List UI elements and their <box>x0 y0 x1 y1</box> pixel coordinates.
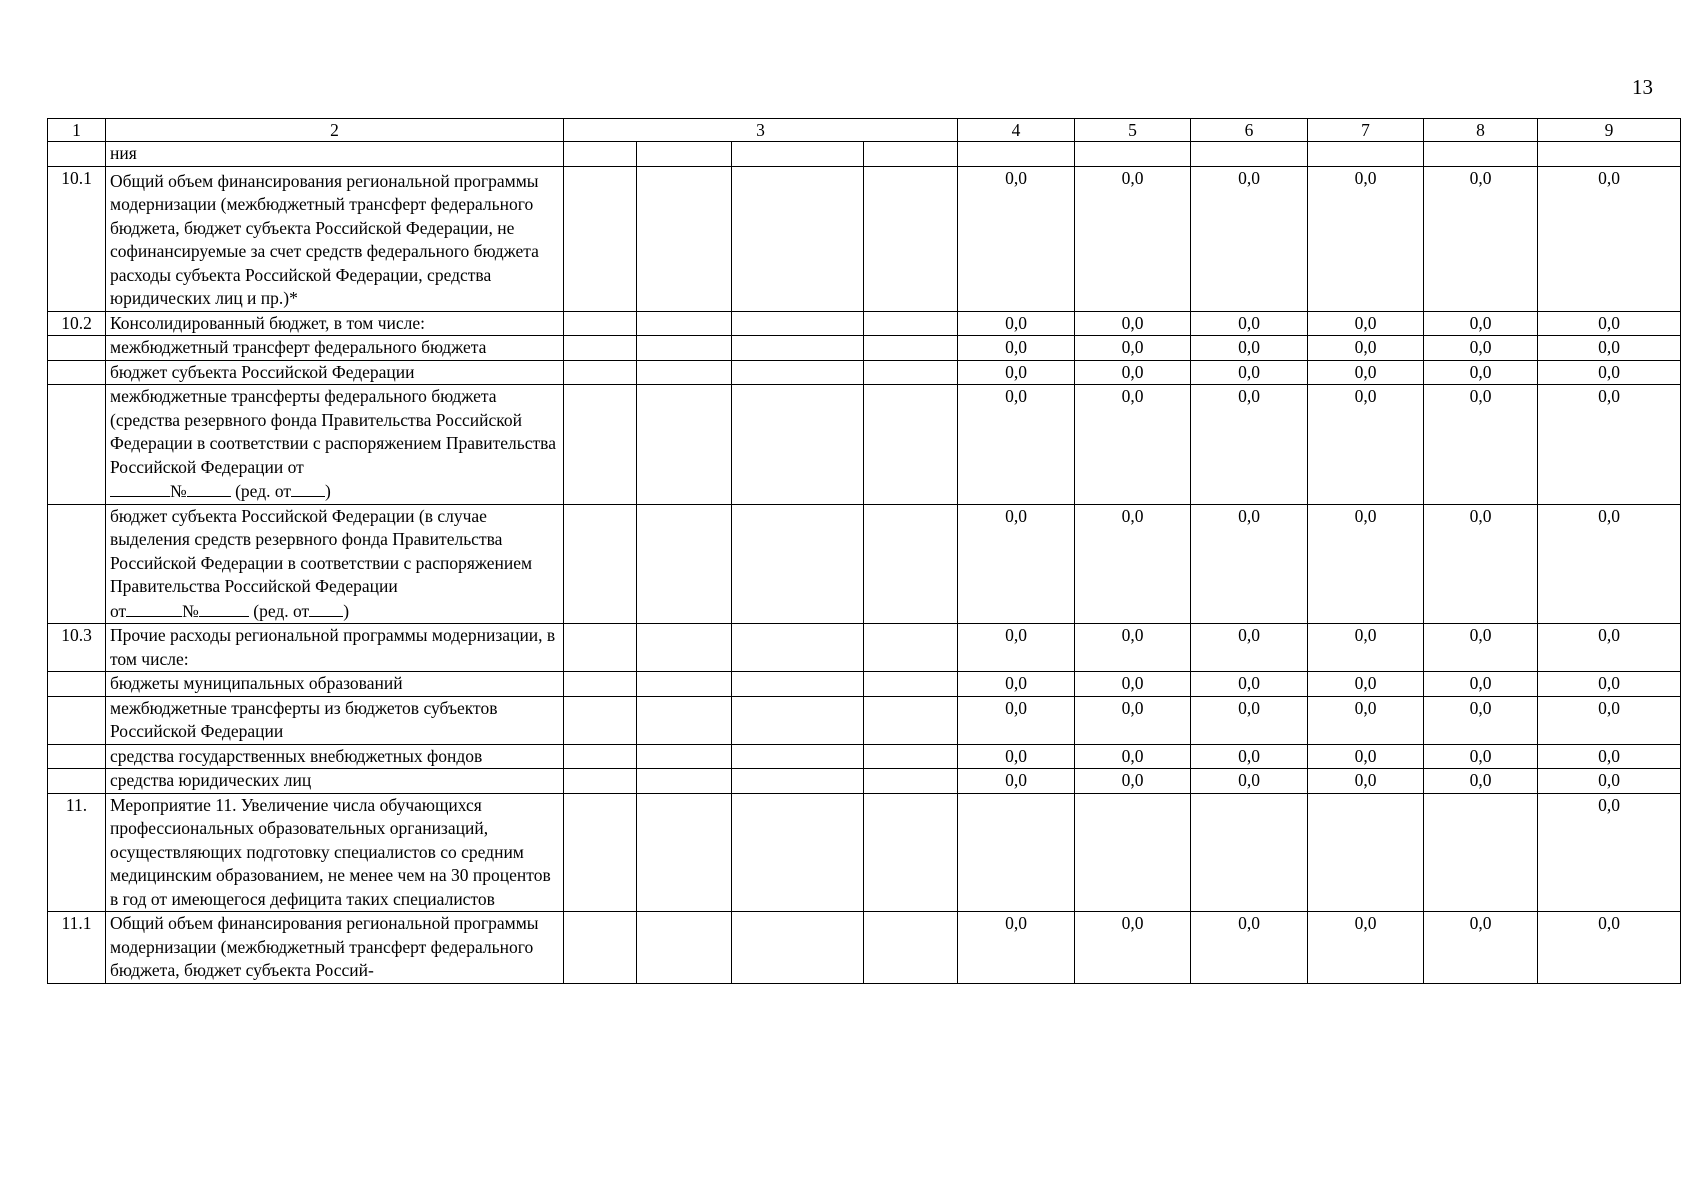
value-cell: 0,0 <box>1191 311 1308 336</box>
blank-line <box>126 599 182 617</box>
empty-cell <box>864 336 958 361</box>
row-number <box>48 744 106 769</box>
row-number: 11. <box>48 793 106 912</box>
value-cell <box>1538 142 1681 167</box>
empty-cell <box>732 360 864 385</box>
header-row <box>48 119 1681 142</box>
empty-cell <box>864 624 958 672</box>
empty-cell <box>864 360 958 385</box>
value-cell: 0,0 <box>1075 624 1191 672</box>
value-cell: 0,0 <box>958 696 1075 744</box>
empty-cell <box>732 912 864 984</box>
value-cell: 0,0 <box>1191 166 1308 311</box>
value-cell: 0,0 <box>1075 166 1191 311</box>
empty-cell <box>864 142 958 167</box>
table-row <box>48 912 1681 984</box>
value-cell: 0,0 <box>1075 336 1191 361</box>
value-cell: 0,0 <box>1538 360 1681 385</box>
col-header-5: 5 <box>1075 119 1191 142</box>
empty-cell <box>564 912 637 984</box>
value-cell <box>1191 142 1308 167</box>
row-description: межбюджетные трансферты из бюджетов субъектов Российской Федерации <box>106 696 564 744</box>
value-cell <box>1075 142 1191 167</box>
empty-cell <box>637 385 732 505</box>
table-row <box>48 744 1681 769</box>
empty-cell <box>864 166 958 311</box>
empty-cell <box>564 624 637 672</box>
edition-label: (ред. от <box>253 600 310 621</box>
col-header-3: 3 <box>564 119 958 142</box>
table-row <box>48 166 1681 311</box>
value-cell <box>1424 142 1538 167</box>
value-cell: 0,0 <box>1424 385 1538 505</box>
value-cell: 0,0 <box>1308 385 1424 505</box>
row-description: бюджет субъекта Российской Федерации <box>106 360 564 385</box>
table-row <box>48 793 1681 912</box>
empty-cell <box>732 385 864 505</box>
from-label: от <box>110 600 127 621</box>
empty-cell <box>637 360 732 385</box>
table-row <box>48 385 1681 505</box>
value-cell: 0,0 <box>958 166 1075 311</box>
empty-cell <box>732 793 864 912</box>
empty-cell <box>564 696 637 744</box>
row-description: Консолидированный бюджет, в том числе: <box>106 311 564 336</box>
financing-table <box>47 118 1681 984</box>
value-cell: 0,0 <box>1308 744 1424 769</box>
table-row <box>48 769 1681 794</box>
blank-line <box>291 479 325 497</box>
row-description: ния <box>106 142 564 167</box>
value-cell: 0,0 <box>958 769 1075 794</box>
empty-cell <box>564 166 637 311</box>
value-cell: 0,0 <box>1308 769 1424 794</box>
value-cell: 0,0 <box>1424 624 1538 672</box>
empty-cell <box>864 385 958 505</box>
row-number: 10.1 <box>48 166 106 311</box>
empty-cell <box>637 624 732 672</box>
empty-cell <box>732 744 864 769</box>
empty-cell <box>732 504 864 624</box>
number-sign: № <box>170 481 187 501</box>
row-number <box>48 504 106 624</box>
row-description-text: бюджет субъекта Российской Федерации (в случае выделения средств резервного фонда Правительства Российской Федерации в соответствии с распоряжением Правительства Российской Федерации <box>110 505 533 596</box>
row-description: Мероприятие 11. Увеличение числа обучающихся профессиональных образовательных организаций, осуществляющих подготовку специалистов со средним медицинским образованием, не менее чем на 30 процентов в год от имеющегося дефицита таких специалистов <box>106 793 564 912</box>
col-header-7: 7 <box>1308 119 1424 142</box>
row-description: средства юридических лиц <box>106 769 564 794</box>
col-header-8: 8 <box>1424 119 1538 142</box>
value-cell: 0,0 <box>1191 385 1308 505</box>
empty-cell <box>637 336 732 361</box>
empty-cell <box>637 311 732 336</box>
value-cell: 0,0 <box>958 672 1075 697</box>
empty-cell <box>732 166 864 311</box>
row-number <box>48 696 106 744</box>
value-cell: 0,0 <box>1075 360 1191 385</box>
table-row <box>48 504 1681 624</box>
row-description <box>106 504 564 624</box>
empty-cell <box>564 142 637 167</box>
value-cell: 0,0 <box>1538 912 1681 984</box>
closing-paren: ) <box>325 481 331 501</box>
empty-cell <box>864 769 958 794</box>
value-cell: 0,0 <box>1075 504 1191 624</box>
value-cell: 0,0 <box>1308 311 1424 336</box>
value-cell: 0,0 <box>1075 672 1191 697</box>
empty-cell <box>637 744 732 769</box>
col-header-2: 2 <box>106 119 564 142</box>
empty-cell <box>732 142 864 167</box>
table-row <box>48 360 1681 385</box>
empty-cell <box>864 793 958 912</box>
value-cell: 0,0 <box>1538 166 1681 311</box>
empty-cell <box>732 624 864 672</box>
table-row <box>48 142 1681 167</box>
value-cell <box>1308 142 1424 167</box>
empty-cell <box>564 769 637 794</box>
value-cell: 0,0 <box>1538 311 1681 336</box>
row-number: 10.3 <box>48 624 106 672</box>
value-cell <box>958 142 1075 167</box>
value-cell: 0,0 <box>1538 793 1681 912</box>
value-cell: 0,0 <box>1308 166 1424 311</box>
table-row <box>48 672 1681 697</box>
value-cell: 0,0 <box>1424 504 1538 624</box>
value-cell: 0,0 <box>958 311 1075 336</box>
row-description: межбюджетный трансферт федерального бюджета <box>106 336 564 361</box>
empty-cell <box>864 672 958 697</box>
empty-cell <box>732 696 864 744</box>
empty-cell <box>564 672 637 697</box>
value-cell: 0,0 <box>1308 504 1424 624</box>
empty-cell <box>864 504 958 624</box>
empty-cell <box>637 696 732 744</box>
empty-cell <box>564 793 637 912</box>
col-header-9: 9 <box>1538 119 1681 142</box>
value-cell: 0,0 <box>1308 912 1424 984</box>
empty-cell <box>564 336 637 361</box>
col-header-4: 4 <box>958 119 1075 142</box>
page-number: 13 <box>1632 75 1653 99</box>
empty-cell <box>637 142 732 167</box>
empty-cell <box>564 744 637 769</box>
value-cell: 0,0 <box>1191 504 1308 624</box>
value-cell <box>1075 793 1191 912</box>
value-cell: 0,0 <box>1538 769 1681 794</box>
row-number: 10.2 <box>48 311 106 336</box>
value-cell: 0,0 <box>958 336 1075 361</box>
empty-cell <box>637 504 732 624</box>
value-cell: 0,0 <box>1424 311 1538 336</box>
value-cell: 0,0 <box>1424 769 1538 794</box>
value-cell: 0,0 <box>1424 744 1538 769</box>
edition-label: (ред. от <box>235 481 292 501</box>
value-cell: 0,0 <box>1075 769 1191 794</box>
empty-cell <box>637 769 732 794</box>
row-description: Прочие расходы региональной программы модернизации, в том числе: <box>106 624 564 672</box>
value-cell: 0,0 <box>1191 769 1308 794</box>
value-cell <box>958 793 1075 912</box>
value-cell: 0,0 <box>1538 504 1681 624</box>
value-cell: 0,0 <box>1075 744 1191 769</box>
value-cell: 0,0 <box>1538 696 1681 744</box>
value-cell: 0,0 <box>1308 672 1424 697</box>
value-cell: 0,0 <box>1191 912 1308 984</box>
value-cell: 0,0 <box>1424 360 1538 385</box>
empty-cell <box>732 311 864 336</box>
empty-cell <box>564 504 637 624</box>
row-description: средства государственных внебюджетных фондов <box>106 744 564 769</box>
value-cell <box>1424 793 1538 912</box>
row-number <box>48 769 106 794</box>
empty-cell <box>864 696 958 744</box>
value-cell: 0,0 <box>1075 385 1191 505</box>
value-cell: 0,0 <box>1538 336 1681 361</box>
value-cell: 0,0 <box>958 504 1075 624</box>
value-cell: 0,0 <box>958 624 1075 672</box>
value-cell: 0,0 <box>1424 672 1538 697</box>
value-cell: 0,0 <box>958 744 1075 769</box>
empty-cell <box>564 360 637 385</box>
value-cell: 0,0 <box>1308 624 1424 672</box>
empty-cell <box>637 912 732 984</box>
value-cell: 0,0 <box>1424 696 1538 744</box>
empty-cell <box>732 336 864 361</box>
blank-line <box>199 599 249 617</box>
table-row <box>48 311 1681 336</box>
value-cell: 0,0 <box>1191 672 1308 697</box>
value-cell: 0,0 <box>1424 166 1538 311</box>
value-cell: 0,0 <box>1191 744 1308 769</box>
value-cell <box>1308 793 1424 912</box>
value-cell: 0,0 <box>1191 696 1308 744</box>
blank-line <box>110 479 170 497</box>
empty-cell <box>637 166 732 311</box>
value-cell: 0,0 <box>1075 696 1191 744</box>
row-number: 11.1 <box>48 912 106 984</box>
col-header-1: 1 <box>48 119 106 142</box>
empty-cell <box>864 744 958 769</box>
value-cell: 0,0 <box>1308 360 1424 385</box>
row-description: Общий объем финансирования региональной программы модернизации (межбюджетный трансферт федерального бюджета, бюджет субъекта Россий- <box>106 912 564 984</box>
value-cell: 0,0 <box>1075 311 1191 336</box>
empty-cell <box>864 311 958 336</box>
table-row <box>48 696 1681 744</box>
value-cell: 0,0 <box>1424 336 1538 361</box>
table-row <box>48 624 1681 672</box>
empty-cell <box>637 793 732 912</box>
row-description: Общий объем финансирования региональной программы модернизации (межбюджетный трансферт федерального бюджета, бюджет субъекта Российской Федерации, не софинансируемые за счет средств федерального бюджета расходы субъекта Российской Федерации, средства юридических лиц и пр.)* <box>106 166 564 311</box>
value-cell: 0,0 <box>1538 744 1681 769</box>
empty-cell <box>637 672 732 697</box>
row-number <box>48 672 106 697</box>
empty-cell <box>732 672 864 697</box>
value-cell: 0,0 <box>958 385 1075 505</box>
value-cell: 0,0 <box>1538 624 1681 672</box>
row-number <box>48 336 106 361</box>
row-number <box>48 142 106 167</box>
value-cell: 0,0 <box>1538 672 1681 697</box>
row-description-text: межбюджетные трансферты федерального бюджета (средства резервного фонда Правительства Российской Федерации в соответствии с распоряжением Правительства Российской Федерации от <box>110 386 556 477</box>
row-number <box>48 385 106 505</box>
value-cell: 0,0 <box>1075 912 1191 984</box>
value-cell: 0,0 <box>1308 696 1424 744</box>
table-row <box>48 336 1681 361</box>
empty-cell <box>564 311 637 336</box>
blank-line <box>309 599 343 617</box>
number-sign: № <box>182 600 199 621</box>
empty-cell <box>732 769 864 794</box>
closing-paren: ) <box>343 600 350 621</box>
blank-line <box>187 479 231 497</box>
value-cell: 0,0 <box>1191 360 1308 385</box>
col-header-6: 6 <box>1191 119 1308 142</box>
value-cell: 0,0 <box>1424 912 1538 984</box>
empty-cell <box>564 385 637 505</box>
value-cell: 0,0 <box>1191 336 1308 361</box>
value-cell: 0,0 <box>958 360 1075 385</box>
row-description <box>106 385 564 505</box>
value-cell <box>1191 793 1308 912</box>
value-cell: 0,0 <box>1538 385 1681 505</box>
value-cell: 0,0 <box>1191 624 1308 672</box>
value-cell: 0,0 <box>958 912 1075 984</box>
empty-cell <box>864 912 958 984</box>
row-description: бюджеты муниципальных образований <box>106 672 564 697</box>
row-number <box>48 360 106 385</box>
value-cell: 0,0 <box>1308 336 1424 361</box>
